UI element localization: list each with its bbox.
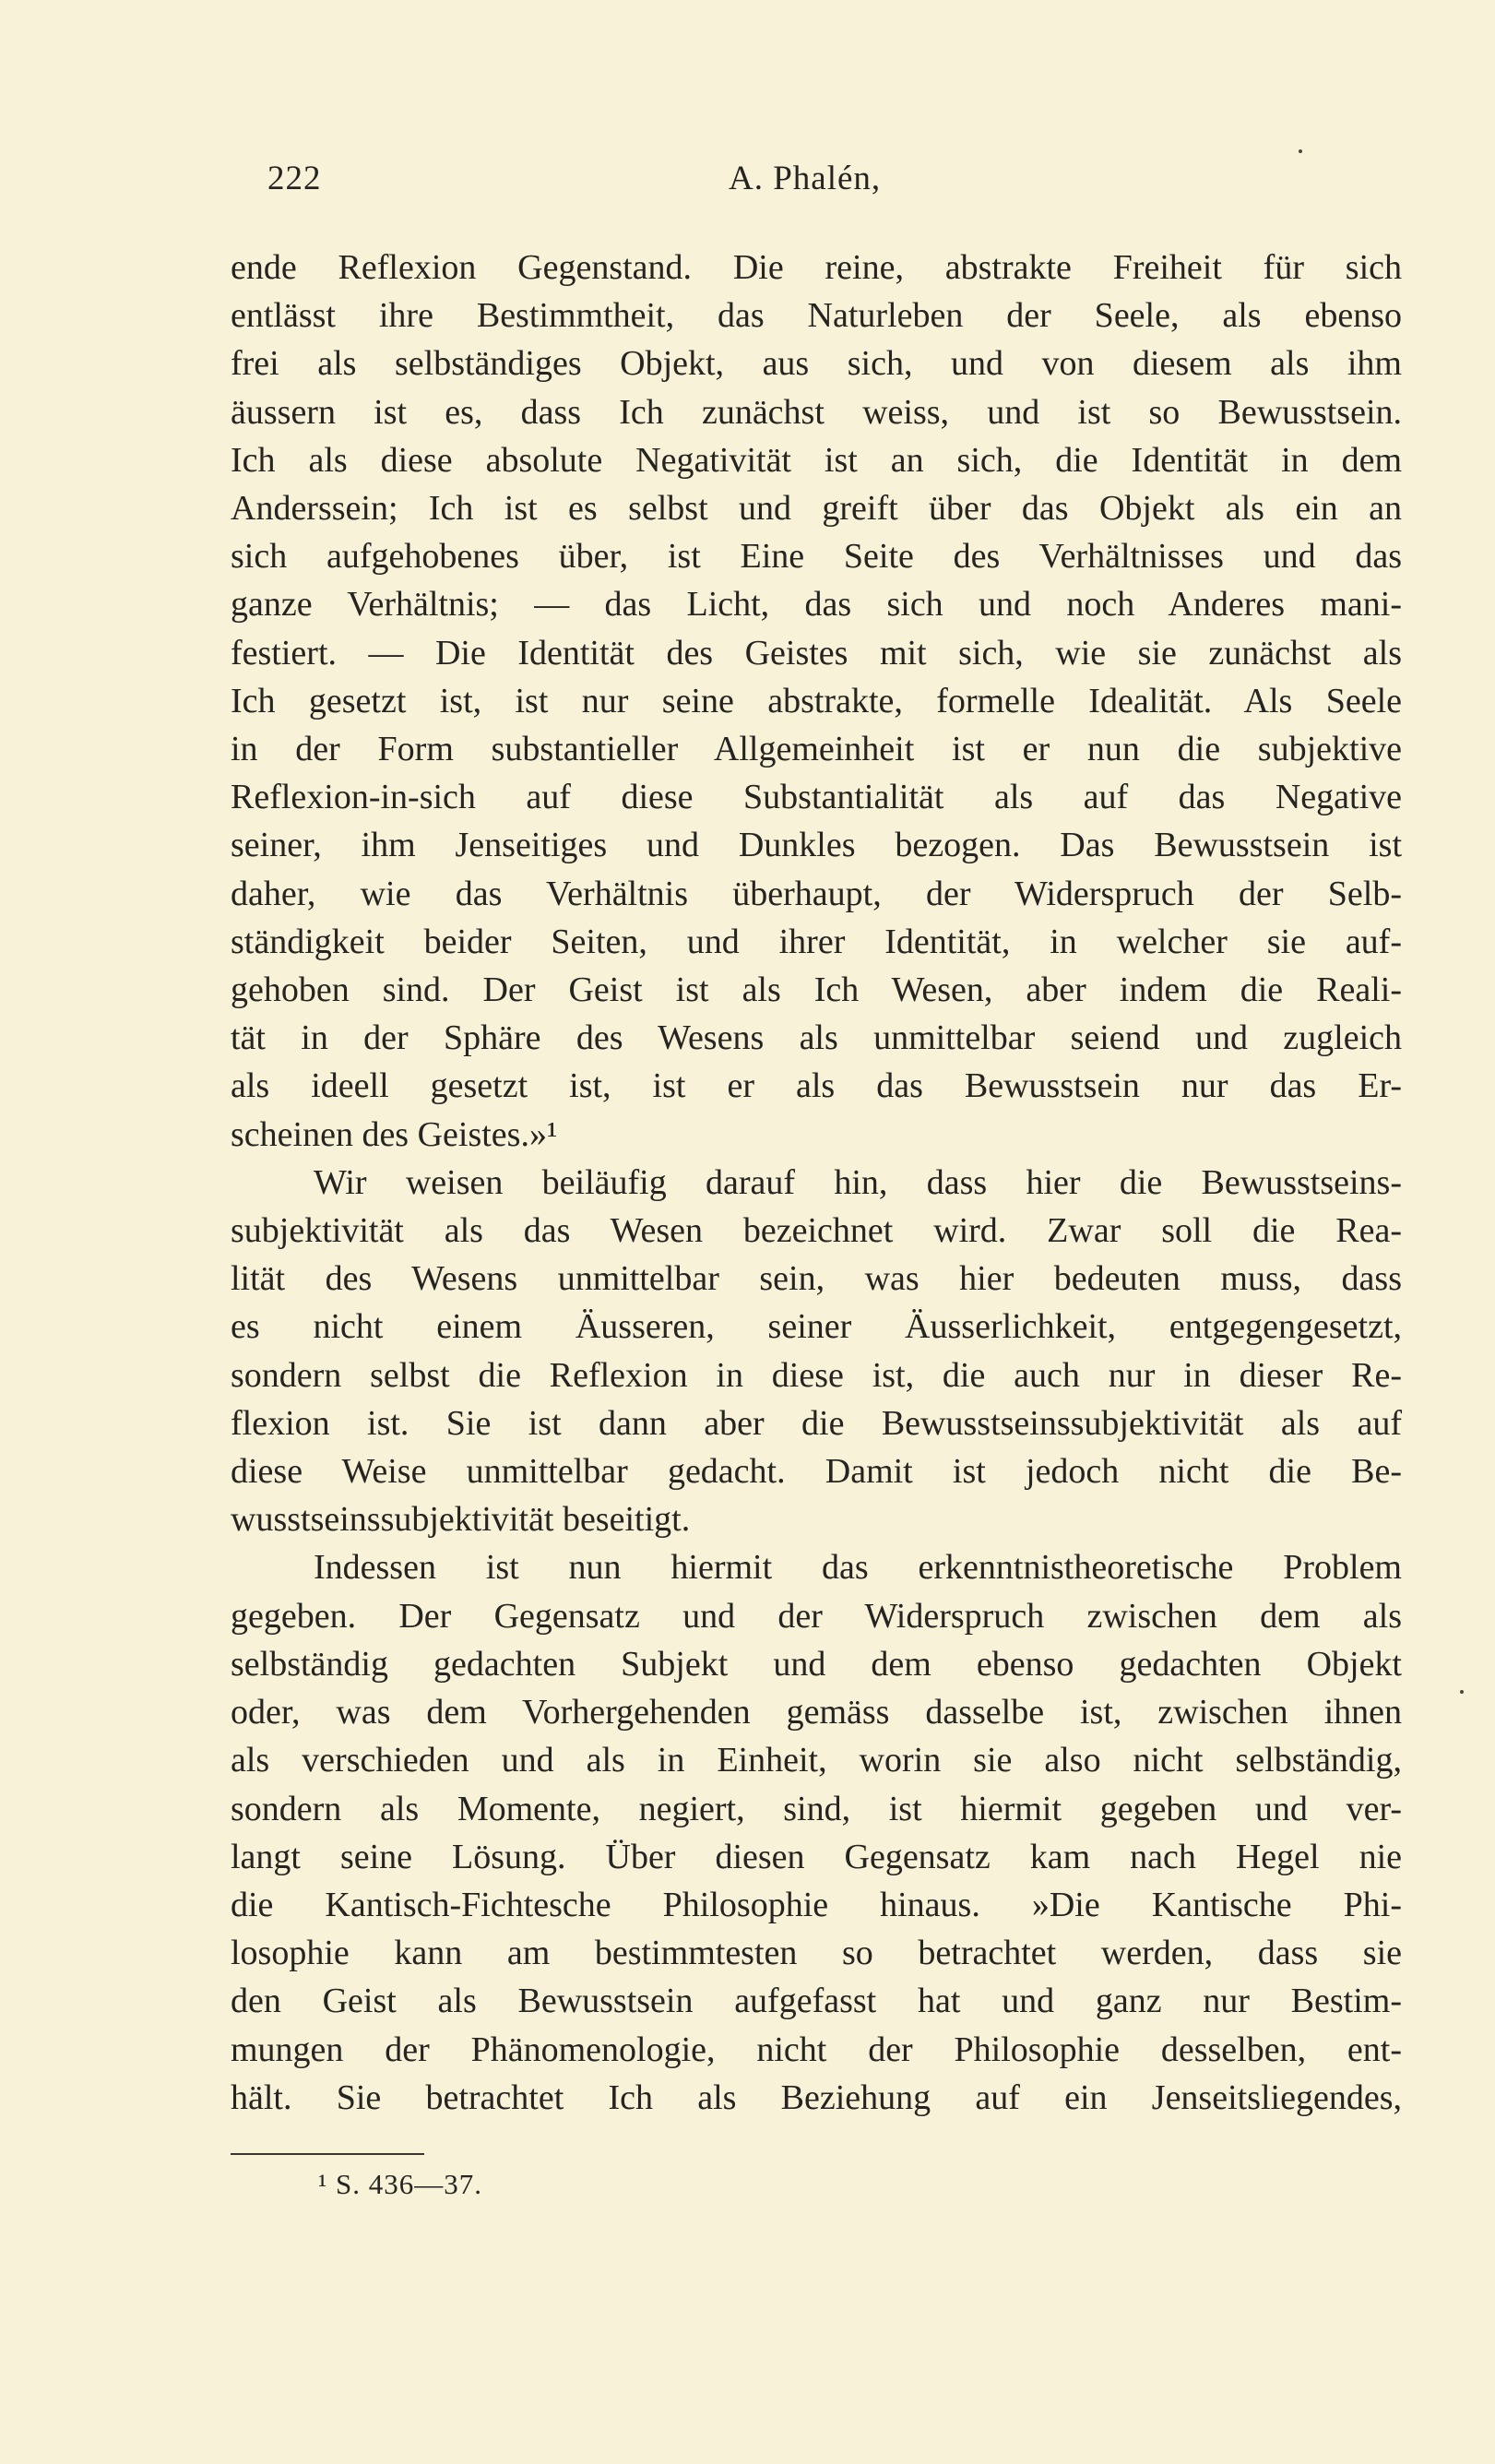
- text-line: sondern selbst die Reflexion in diese ist, die auch nur in dieser Re-: [231, 1355, 1402, 1395]
- text-line: mungen der Phänomenologie, nicht der Philosophie desselben, ent-: [231, 2030, 1402, 2069]
- text-line: langt seine Lösung. Über diesen Gegensatz kam nach Hegel nie: [231, 1837, 1402, 1876]
- text-line: festiert. — Die Identität des Geistes mit sich, wie sie zunächst als: [231, 633, 1402, 673]
- text-line: ganze Verhältnis; — das Licht, das sich und noch Anderes mani-: [231, 585, 1402, 625]
- text-line: entlässt ihre Bestimmtheit, das Naturleben der Seele, als ebenso: [231, 296, 1402, 336]
- text-line: seiner, ihm Jenseitiges und Dunkles bezogen. Das Bewusstsein ist: [231, 826, 1402, 865]
- text-line: Wir weisen beiläufig darauf hin, dass hier die Bewusstseins-: [314, 1162, 1402, 1202]
- text-line: Reflexion-in-sich auf diese Substantialität als auf das Negative: [231, 778, 1402, 817]
- text-line: daher, wie das Verhältnis überhaupt, der Widerspruch der Selb-: [231, 874, 1402, 913]
- text-line: losophie kann am bestimmtesten so betrachtet werden, dass sie: [231, 1934, 1402, 1973]
- text-line: hält. Sie betrachtet Ich als Beziehung auf ein Jenseitsliegendes,: [231, 2077, 1402, 2117]
- scan-speck: [1299, 149, 1302, 153]
- text-line: oder, was dem Vorhergehenden gemäss dasselbe ist, zwischen ihnen: [231, 1693, 1402, 1732]
- text-line: den Geist als Bewusstsein aufgefasst hat und ganz nur Bestim-: [231, 1982, 1402, 2021]
- text-line: Ich gesetzt ist, ist nur seine abstrakte, formelle Idealität. Als Seele: [231, 681, 1402, 720]
- text-line: Anderssein; Ich ist es selbst und greift über das Objekt als ein an: [231, 489, 1402, 529]
- text-line: ständigkeit beider Seiten, und ihrer Identität, in welcher sie auf-: [231, 922, 1402, 961]
- text-line: äussern ist es, dass Ich zunächst weiss, und ist so Bewusstsein.: [231, 392, 1402, 432]
- text-line: sondern als Momente, negiert, sind, ist hiermit gegeben und ver-: [231, 1789, 1402, 1828]
- footnote: ¹ S. 436—37.: [318, 2168, 483, 2200]
- text-line: gegeben. Der Gegensatz und der Widerspruch zwischen dem als: [231, 1596, 1402, 1636]
- text-line: als ideell gesetzt ist, ist er als das Bewusstsein nur das Er-: [231, 1066, 1402, 1106]
- text-line: es nicht einem Äusseren, seiner Äusserlichkeit, entgegengesetzt,: [231, 1307, 1402, 1347]
- text-line: scheinen des Geistes.»¹: [231, 1114, 558, 1154]
- text-line: in der Form substantieller Allgemeinheit ist er nun die subjektive: [231, 730, 1402, 769]
- text-line: wusstseinssubjektivität beseitigt.: [231, 1500, 691, 1540]
- text-line: lität des Wesens unmittelbar sein, was hier bedeuten muss, dass: [231, 1259, 1402, 1299]
- text-line: flexion ist. Sie ist dann aber die Bewusstseinssubjektivität als auf: [231, 1403, 1402, 1443]
- page-number: 222: [267, 160, 322, 197]
- footnote-divider: [231, 2153, 424, 2155]
- text-line: frei als selbständiges Objekt, aus sich, und von diesem als ihm: [231, 344, 1402, 384]
- page-header: [231, 159, 1402, 214]
- text-line: gehoben sind. Der Geist ist als Ich Wesen, aber indem die Reali-: [231, 970, 1402, 1010]
- text-line: als verschieden und als in Einheit, worin sie also nicht selbständig,: [231, 1741, 1402, 1780]
- text-line: die Kantisch-Fichtesche Philosophie hinaus. »Die Kantische Phi-: [231, 1885, 1402, 1924]
- text-line: subjektivität als das Wesen bezeichnet wird. Zwar soll die Rea-: [231, 1211, 1402, 1251]
- text-line: Ich als diese absolute Negativität ist an sich, die Identität in dem: [231, 440, 1402, 480]
- running-head: A. Phalén,: [729, 160, 882, 197]
- text-line: ende Reflexion Gegenstand. Die reine, abstrakte Freiheit für sich: [231, 248, 1402, 287]
- text-line: Indessen ist nun hiermit das erkenntnistheoretische Problem: [314, 1548, 1402, 1588]
- scan-speck: [1460, 1690, 1464, 1694]
- text-line: diese Weise unmittelbar gedacht. Damit ist jedoch nicht die Be-: [231, 1452, 1402, 1492]
- text-line: selbständig gedachten Subjekt und dem ebenso gedachten Objekt: [231, 1644, 1402, 1684]
- page-body: [231, 244, 1402, 2122]
- text-line: sich aufgehobenes über, ist Eine Seite des Verhältnisses und das: [231, 537, 1402, 577]
- text-line: tät in der Sphäre des Wesens als unmittelbar seiend und zugleich: [231, 1018, 1402, 1058]
